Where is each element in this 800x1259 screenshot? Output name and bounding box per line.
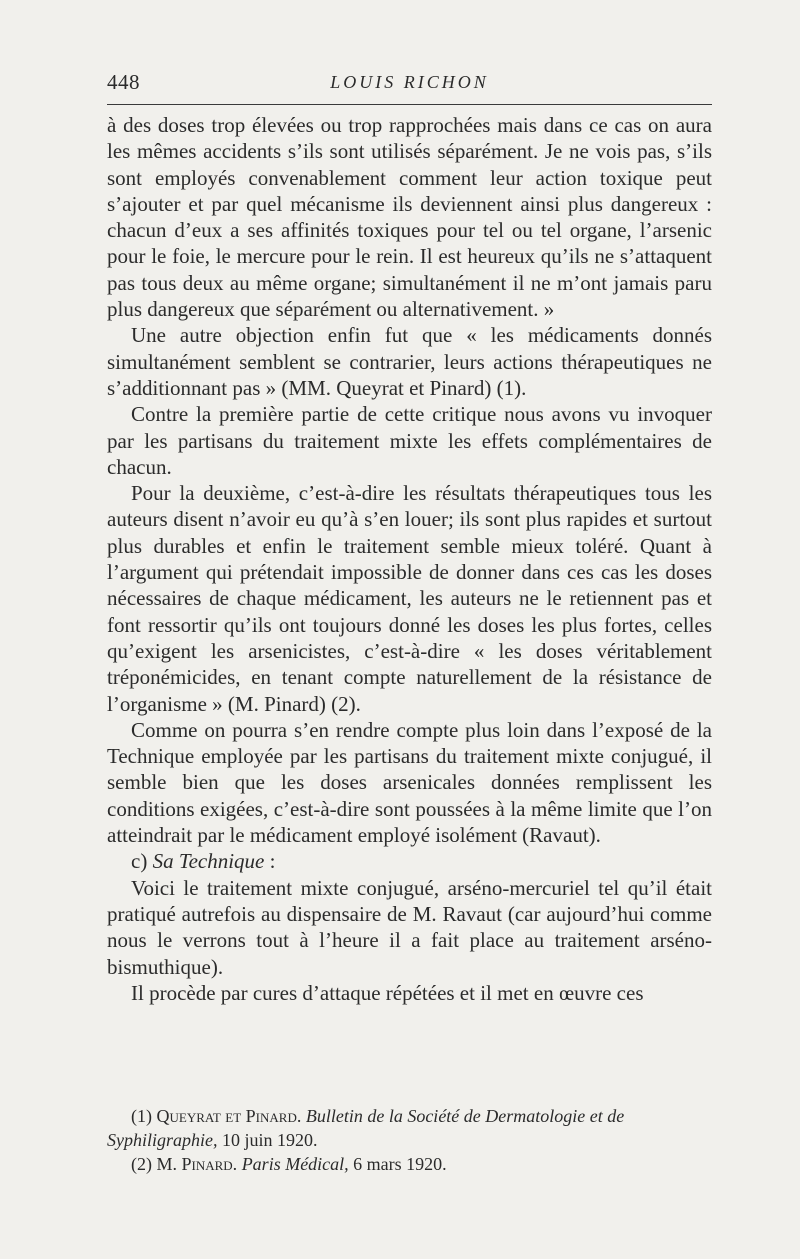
paragraph: Contre la première partie de cette critique nous avons vu invoquer par les partisans du traitement mixte les effets complémentaires de chacun. xyxy=(107,402,712,479)
paragraph: Voici le traitement mixte conjugué, arséno-mercuriel tel qu’il était pratiqué autrefois au dispensaire de M. Ravaut (car aujourd’hui comme nous le verrons tout à l’heure il a fait place au traitement arséno-bismuthique). xyxy=(107,875,712,979)
footnote-2 xyxy=(107,1152,712,1176)
header-rule xyxy=(107,104,712,105)
page-header xyxy=(107,70,712,100)
footnote-journal: Paris Médical, xyxy=(237,1154,349,1174)
paragraph-continued: à des doses trop élevées ou trop rapprochées mais dans ce cas on aura les mêmes accidents s’ils sont utilisés séparément. Je ne vois pas, s’ils sont employés convenablement comment leur action toxique peut s’ajouter et par quel mécanisme ils deviennent ainsi plus dangereux : chacun d’eux a ses affinités toxiques pour tel ou tel organe, l’arsenic pour le foie, le mercure pour le rein. Il est heureux qu’ils ne s’attaquent pas tous deux au même organe; simultanément il ne m’ont jamais paru plus dangereux que séparément ou alternativement. » xyxy=(107,113,712,322)
running-head: LOUIS RICHON xyxy=(330,72,489,92)
footnote-journal: Bulletin de la Société de Dermatologie et de Syphiligraphie, xyxy=(107,1106,625,1150)
paragraph: Comme on pourra s’en rendre compte plus loin dans l’exposé de la Technique employée par les partisans du traitement mixte conjugué, il semble bien que les doses arsenicales données remplissent les conditions exigées, c’est-à-dire sont poussées à la même limite que l’on atteindrait par le médicament employé isolément (Ravaut). xyxy=(107,717,712,848)
section-heading xyxy=(107,848,712,874)
paragraph: Pour la deuxième, c’est-à-dire les résultats thérapeutiques tous les auteurs disent n’avoir eu qu’à s’en louer; ils sont plus rapides et surtout plus durables et enfin le traitement semble mieux toléré. Quant à l’argument qui prétendait impossible de donner dans ces cas les doses nécessaires de chaque médicament, les auteurs ne le retiennent pas et font ressortir qu’ils ont toujours donné les doses les plus fortes, celles qu’exigent les arsenicistes, c’est-à-dire « les doses véritablement tréponémicides, en tenant compte naturellement de la résistance de l’organisme » (M. Pinard) (2). xyxy=(107,481,712,716)
footnotes xyxy=(107,1104,712,1176)
section-suffix: : xyxy=(264,849,276,874)
footnote-marker: (1) xyxy=(131,1106,157,1126)
footnote-date: 6 mars 1920. xyxy=(348,1154,447,1174)
footnote-1 xyxy=(107,1104,712,1152)
section-title: Sa Technique xyxy=(152,849,265,874)
footnote-authors: M. Pinard. xyxy=(156,1154,238,1174)
paragraph: Une autre objection enfin fut que « les médicaments donnés simultanément semblent se contrarier, leurs actions thérapeutiques ne s’additionnant pas » (MM. Queyrat et Pinard) (1). xyxy=(107,323,712,400)
body-text xyxy=(107,112,712,1006)
paragraph-last: Il procède par cures d’attaque répétées et il met en œuvre ces xyxy=(131,980,644,1005)
footnote-date: 10 juin 1920. xyxy=(217,1130,318,1150)
page-number: 448 xyxy=(107,70,140,94)
section-label: c) xyxy=(131,849,153,874)
footnote-authors: Queyrat et Pinard. xyxy=(156,1106,302,1126)
footnote-marker: (2) xyxy=(131,1154,157,1174)
